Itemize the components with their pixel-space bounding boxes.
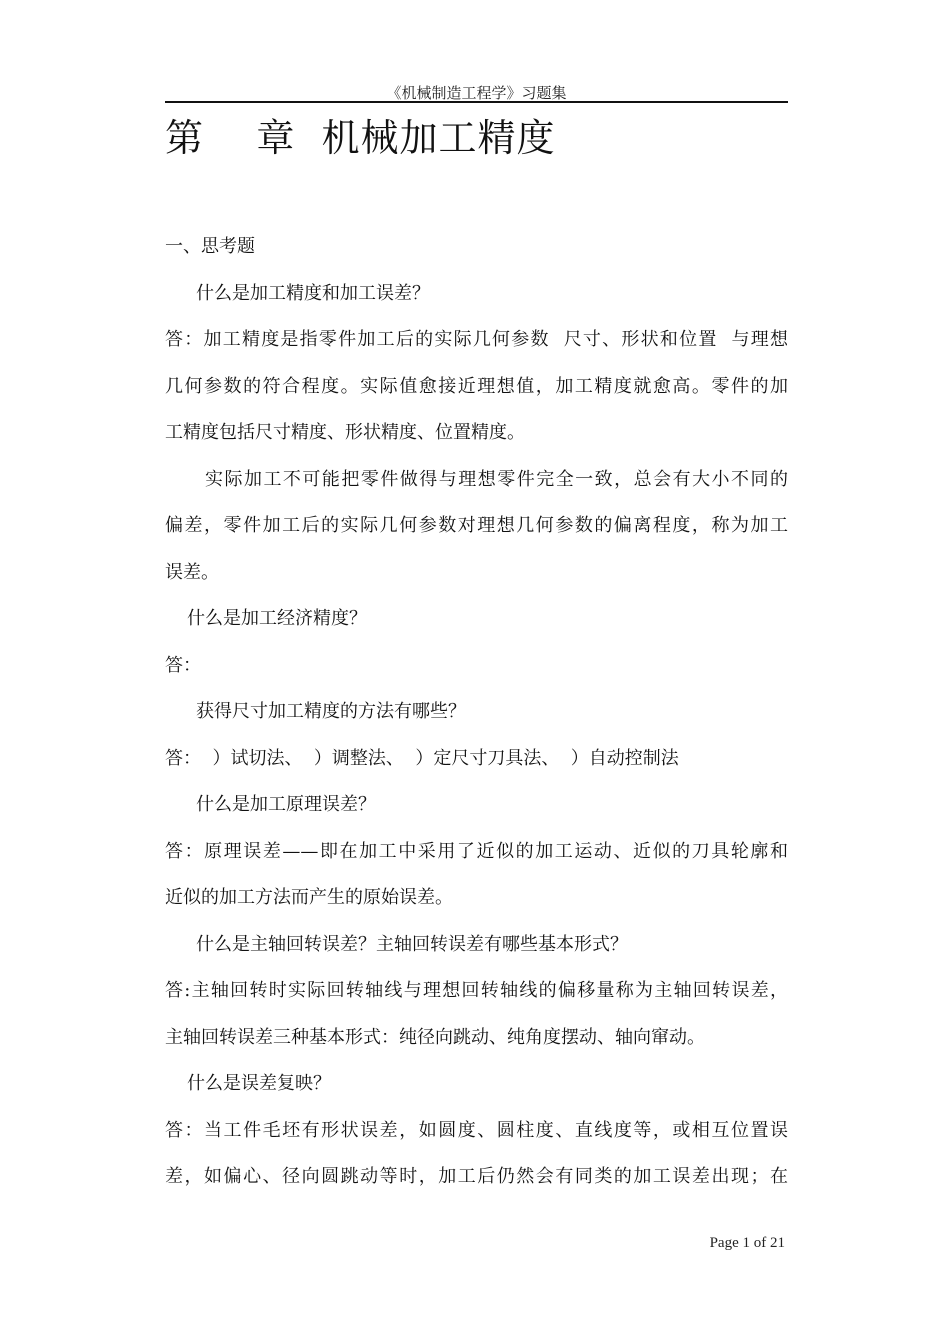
document-body [165,224,788,1201]
answer-line: 差，如偏心、径向圆跳动等时，加工后仍然会有同类的加工误差出现；在 [165,1166,788,1187]
answer-line: 实际加工不可能把零件做得与理想零件完全一致，总会有大小不同的 [205,468,788,490]
answer-line: 答： ）试切法、 ）调整法、 ）定尺寸刀具法、 ）自动控制法 [165,747,679,769]
question: 什么是加工经济精度？ [187,608,367,629]
answer-line: 答：原理误差——即在加工中采用了近似的加工运动、近似的刀具轮廓和 [165,840,788,862]
section-heading: 一、思考题 [165,236,255,257]
header-rule [165,101,788,103]
question: 什么是加工原理误差？ [196,794,376,815]
answer-line: 答： [165,654,201,676]
answer-line: 答：当工件毛坯有形状误差，如圆度、圆柱度、直线度等，或相互位置误 [165,1119,788,1141]
answer-line: 误差。 [165,561,219,583]
answer-line: 几何参数的符合程度。实际值愈接近理想值，加工精度就愈高。零件的加 [165,375,788,397]
page-number: Page 1 of 21 [709,1235,785,1251]
question: 什么是主轴回转误差？主轴回转误差有哪些基本形式？ [196,933,628,955]
answer-line: 主轴回转误差三种基本形式：纯径向跳动、纯角度摆动、轴向窜动。 [165,1026,705,1048]
chapter-title: 第 章 机械加工精度 [165,116,556,160]
answer-line: 答:主轴回转时实际回转轴线与理想回转轴线的偏移量称为主轴回转误差， [165,980,788,1001]
answer-line: 近似的加工方法而产生的原始误差。 [165,887,453,908]
page-header: 《机械制造工程学》习题集 [386,84,567,102]
question: 什么是误差复映？ [187,1073,331,1094]
question: 获得尺寸加工精度的方法有哪些？ [196,701,466,722]
answer-line: 工精度包括尺寸精度、形状精度、位置精度。 [165,422,525,443]
question: 什么是加工精度和加工误差？ [196,282,430,304]
answer-line: 答：加工精度是指零件加工后的实际几何参数 尺寸、形状和位置 与理想 [165,329,788,350]
answer-line: 偏差，零件加工后的实际几何参数对理想几何参数的偏离程度，称为加工 [165,515,788,536]
